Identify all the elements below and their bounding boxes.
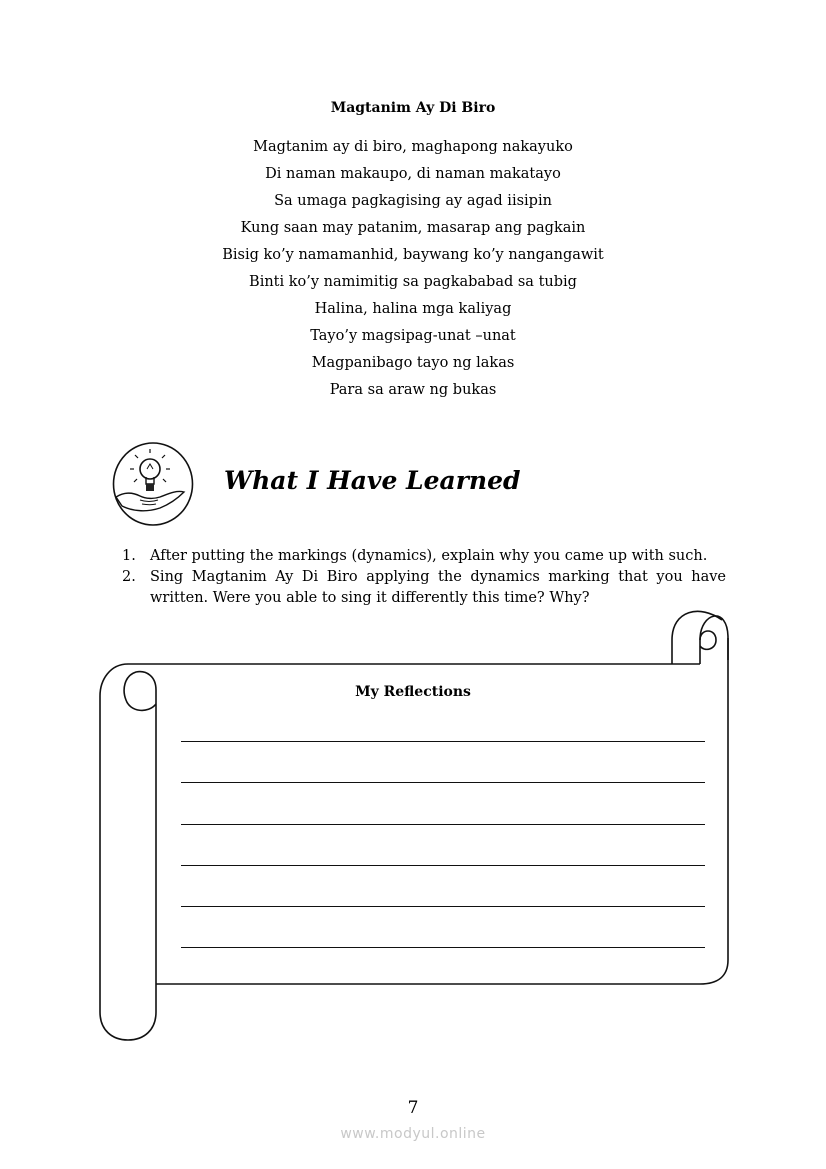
lyric-line: Magpanibago tayo ng lakas — [311, 355, 515, 371]
writing-line — [181, 741, 705, 742]
lyric-line: Kung saan may patanim, masarap ang pagkain — [240, 220, 586, 236]
writing-line — [181, 782, 705, 783]
question-number: 2. — [122, 569, 136, 585]
lyric-line: Magtanim ay di biro, maghapong nakayuko — [253, 139, 573, 155]
lyric-line: Para sa araw ng bukas — [329, 382, 497, 398]
lyric-line: Di naman makaupo, di naman makatayo — [265, 166, 561, 182]
page-number: 7 — [407, 1098, 419, 1118]
lyric-line: Sa umaga pagkagising ay agad iisipin — [274, 193, 552, 209]
writing-line — [181, 947, 705, 948]
question-text: After putting the markings (dynamics), explain why you came up with such. — [150, 548, 708, 564]
watermark: www.modyul.online — [340, 1126, 486, 1142]
lyric-line: Halina, halina mga kaliyag — [314, 301, 512, 317]
lyric-line: Tayo’y magsipag-unat –unat — [310, 328, 516, 344]
lyric-line: Bisig ko’y namamanhid, baywang ko’y nangangawit — [222, 247, 604, 263]
writing-line — [181, 865, 705, 866]
reflections-title: My Reflections — [355, 684, 471, 700]
writing-line — [181, 906, 705, 907]
question-number: 1. — [122, 548, 136, 564]
question-text: Sing Magtanim Ay Di Biro applying the dynamics marking that you have written. Were you able to sing it differently this time? Why? — [150, 569, 726, 606]
section-title: What I Have Learned — [224, 466, 521, 495]
song-title: Magtanim Ay Di Biro — [330, 100, 496, 116]
lyric-line: Binti ko’y namimitig sa pagkababad sa tubig — [249, 274, 577, 290]
writing-line — [181, 824, 705, 825]
